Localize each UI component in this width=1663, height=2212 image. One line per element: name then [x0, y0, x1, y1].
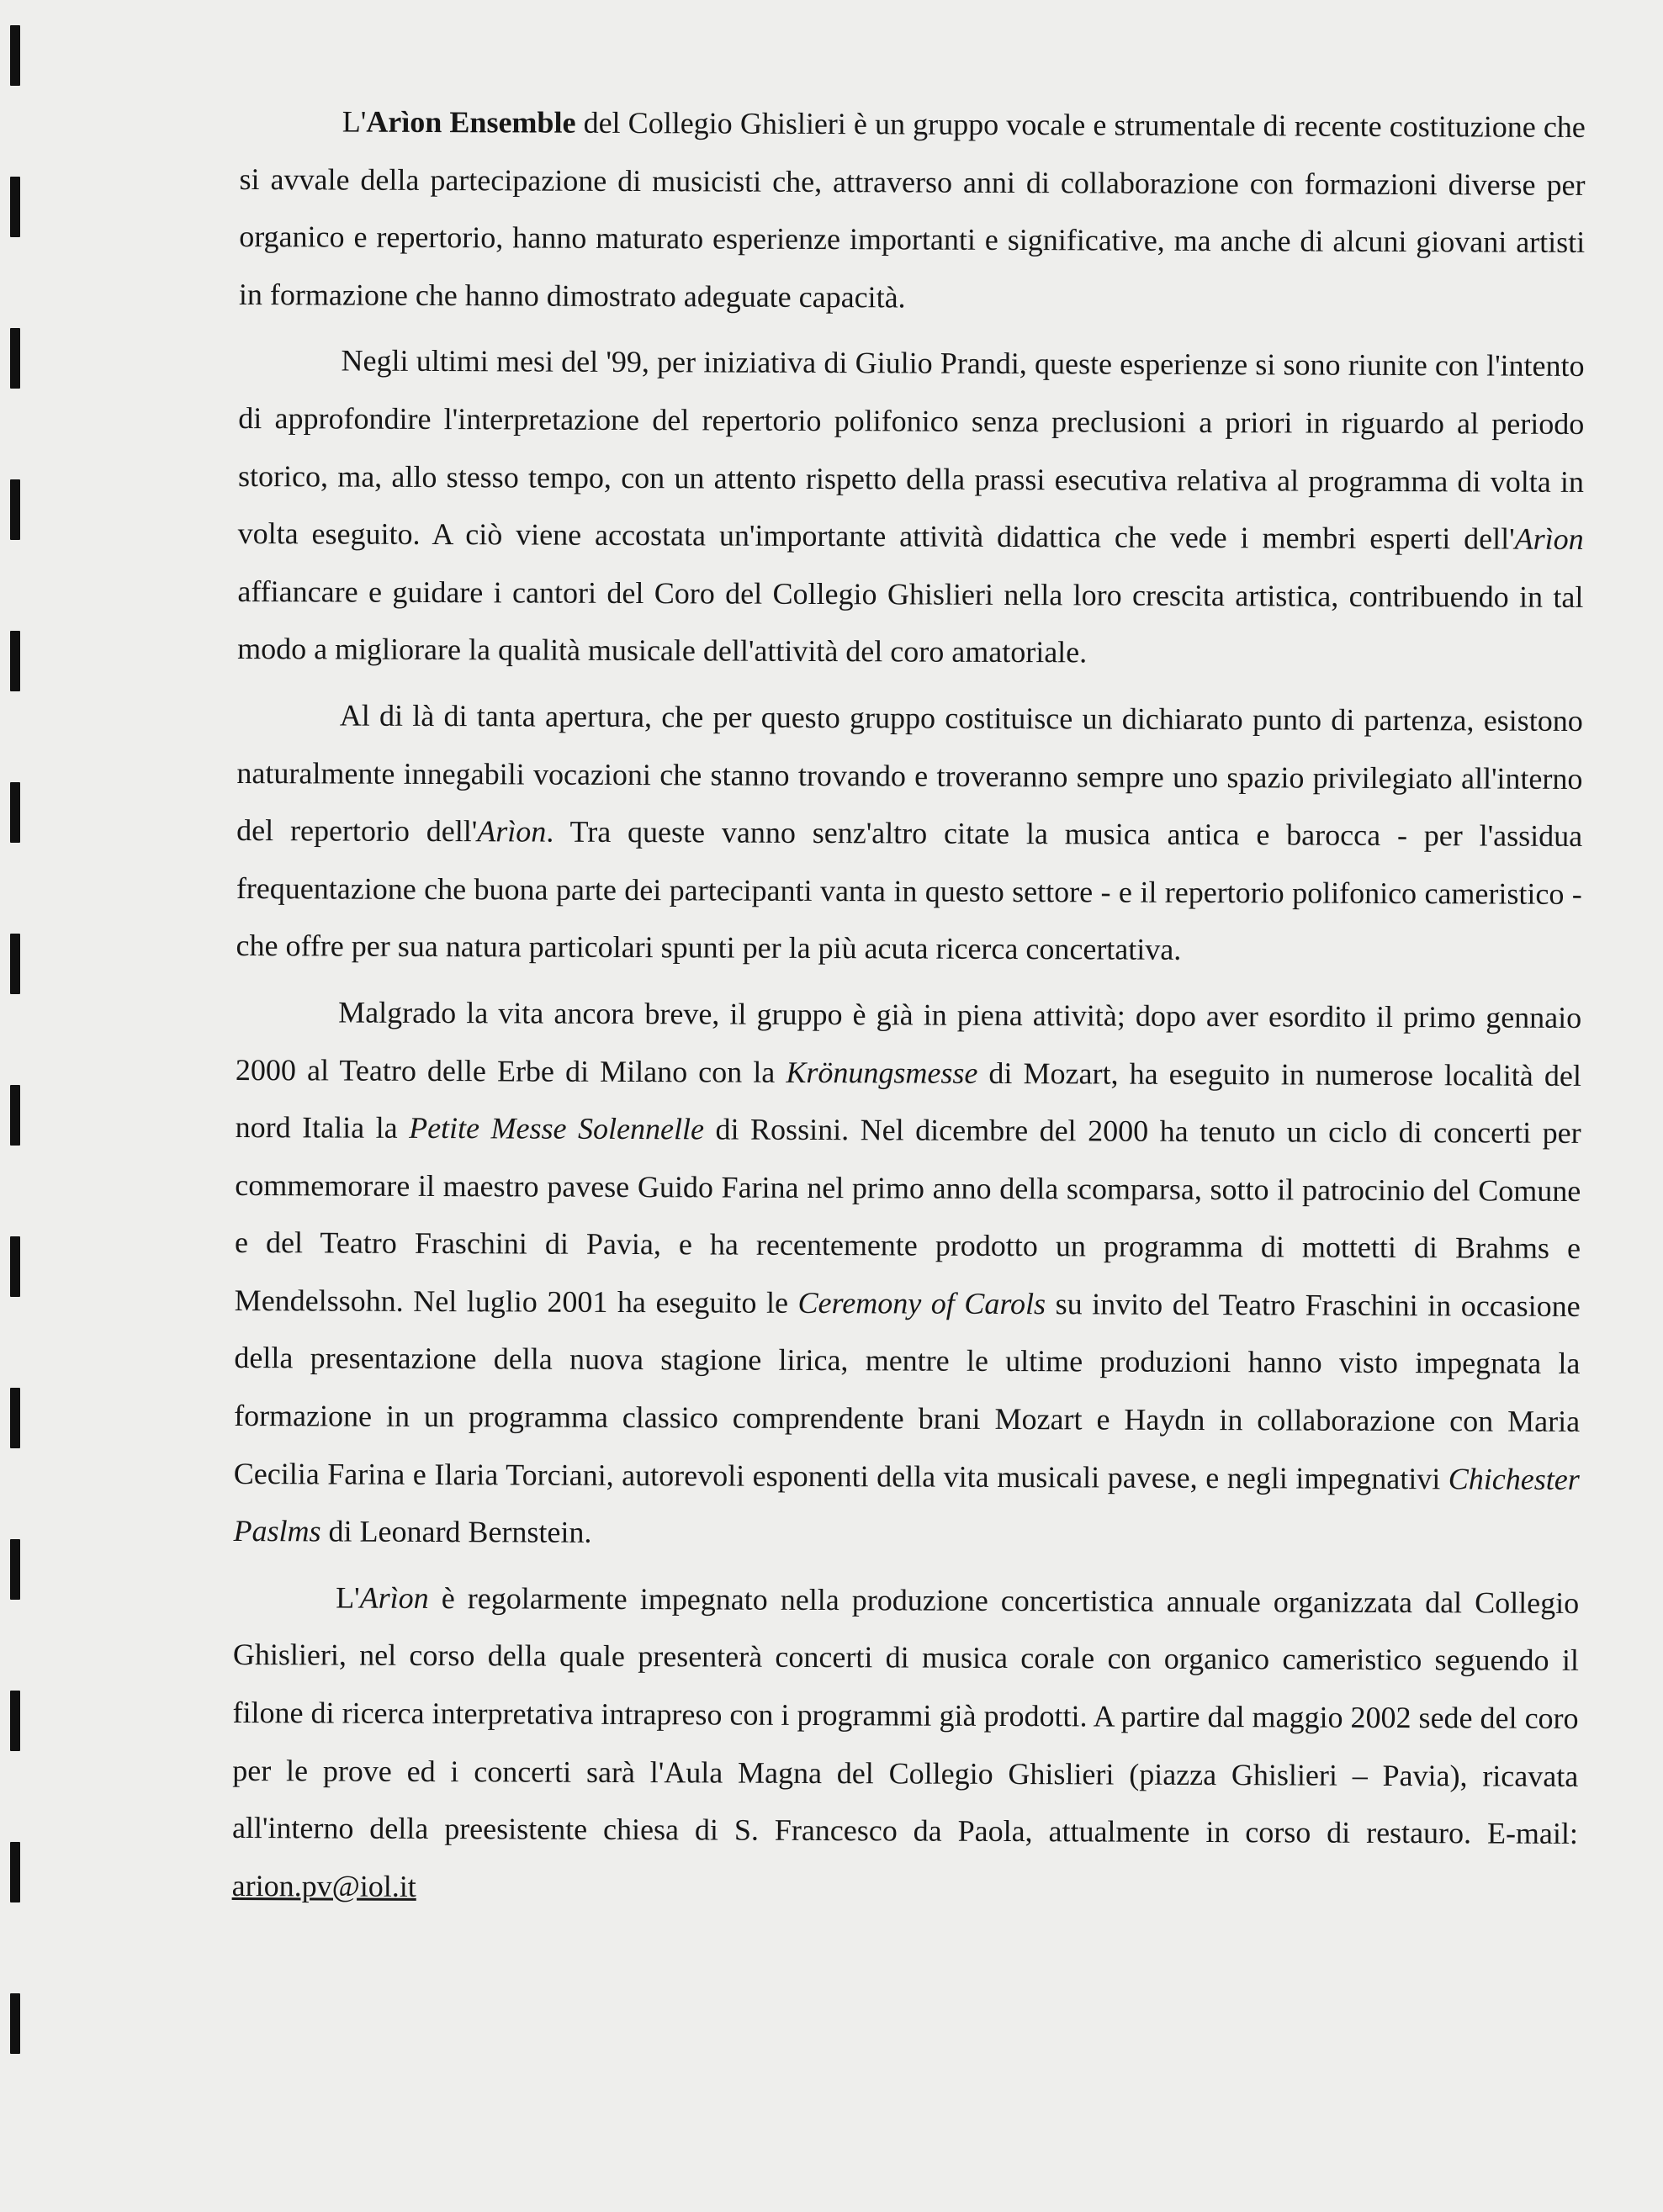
- binding-hole: [10, 1085, 20, 1146]
- text-run: di Rossini. Nel dicembre del 2000 ha tenuto un ciclo di concerti per commemorare il maestro pavese Guido Farina nel primo anno della scomparsa, sotto il patrocinio del Comune e del Teatro Fraschini di Pavia, e ha recentemente prodotto un programma di mottetti di Brahms e Mendelssohn. Nel luglio 2001 ha eseguito le: [234, 1112, 1581, 1320]
- email-link[interactable]: arion.pv@iol.it: [231, 1868, 416, 1903]
- binding-hole: [10, 934, 20, 994]
- binding-hole: [10, 1691, 20, 1751]
- binding-hole: [10, 782, 20, 843]
- text-run: affiancare e guidare i cantori del Coro del Collegio Ghislieri nella loro crescita artistica, contribuendo in tal modo a migliorare la qualità musicale dell'attività del coro amatoriale.: [237, 574, 1584, 669]
- ensemble-name-italic: Arìon: [359, 1580, 429, 1615]
- text-run: di Leonard Bernstein.: [320, 1514, 592, 1550]
- ensemble-name-italic: Arìon: [1514, 521, 1584, 557]
- paragraph-production: [232, 1569, 1580, 1921]
- text-run: è regolarmente impegnato nella produzione concertistica annuale organizzata dal Collegio Ghislieri, nel corso della quale presenterà concerti di musica corale con organico cameristico seguendo il filone di ricerca interpretativa intrapreso con i programmi già prodotti. A partire dal maggio 2002 sede del coro per le prove ed i concerti sarà l'Aula Magna del Collegio Ghislieri (piazza Ghislieri – Pavia), ricavata all'interno della preesistente chiesa di S. Francesco da Paola, attualmente in corso di restauro. E-mail:: [231, 1580, 1580, 1851]
- ensemble-name-italic: Arìon: [477, 814, 547, 849]
- binding-hole: [10, 1993, 20, 2054]
- binding-holes: [8, 0, 25, 2212]
- binding-hole: [10, 25, 20, 86]
- work-title: Ceremony of Carols: [797, 1285, 1046, 1321]
- binding-hole: [10, 328, 20, 389]
- text-run: Malgrado la vita ancora breve, il gruppo è già in piena attività; dopo aver esordito il primo gennaio 2000 al Teatro delle Erbe di Milano con la: [235, 995, 1582, 1089]
- text-run: L': [342, 104, 367, 139]
- text-run: L': [336, 1580, 360, 1615]
- text-run: . Tra queste vanno senz'altro citate la musica antica e barocca - per l'assidua frequentazione che buona parte dei partecipanti vanta in questo settore - e il repertorio polifonico cameristico - che offre per sua natura particolari spunti per la più acuta ricerca concertativa.: [236, 814, 1583, 967]
- paragraph-intro: [239, 93, 1586, 329]
- binding-hole: [10, 1539, 20, 1600]
- work-title: Petite Messe Solennelle: [409, 1110, 705, 1146]
- binding-hole: [10, 479, 20, 540]
- binding-hole: [10, 631, 20, 691]
- binding-hole: [10, 1388, 20, 1448]
- paragraph-repertoire: [236, 686, 1582, 981]
- text-run: Al di là di tanta apertura, che per questo gruppo costituisce un dichiarato punto di partenza, esistono naturalmente innegabili vocazioni che stanno trovando e troveranno sempre uno spazio privilegiato all'interno del repertorio dell': [236, 698, 1583, 849]
- paragraph-history: [237, 331, 1585, 684]
- binding-hole: [10, 1236, 20, 1297]
- binding-hole: [10, 177, 20, 237]
- paragraph-activity: [233, 983, 1581, 1566]
- binding-hole: [10, 1842, 20, 1902]
- document-body: [232, 93, 1586, 1929]
- work-title: Krönungsmesse: [786, 1055, 978, 1090]
- text-run: del Collegio Ghislieri è un gruppo vocale e strumentale di recente costituzione che si avvale della partecipazione di musicisti che, attraverso anni di collaborazione con formazioni diverse per organico e repertorio, hanno maturato esperienze importanti e significative, ma anche di alcuni giovani artisti in formazione che hanno dimostrato adeguate capacità.: [238, 105, 1586, 315]
- text-run: di Mozart, ha eseguito in numerose località del nord Italia la: [235, 1056, 1582, 1145]
- work-title: Chichester Paslms: [233, 1461, 1580, 1548]
- ensemble-name: Arìon Ensemble: [366, 104, 576, 140]
- text-run: su invito del Teatro Fraschini in occasione della presentazione della nuova stagione lirica, mentre le ultime produzioni hanno visto impegnata la formazione in un programma classico comprendente brani Mozart e Haydn in collaborazione con Maria Cecilia Farina e Ilaria Torciani, autorevoli esponenti della vita musicali pavese, e negli impegnativi: [233, 1287, 1581, 1495]
- text-run: Negli ultimi mesi del '99, per iniziativa di Giulio Prandi, queste esperienze si sono riunite con l'intento di approfondire l'interpretazione del repertorio polifonico senza preclusioni a priori in riguardo al periodo storico, ma, allo stesso tempo, con un attento rispetto della prassi esecutiva relativa al programma di volta in volta eseguito. A ciò viene accostata un'importante attività didattica che vede i membri esperti dell': [237, 343, 1585, 556]
